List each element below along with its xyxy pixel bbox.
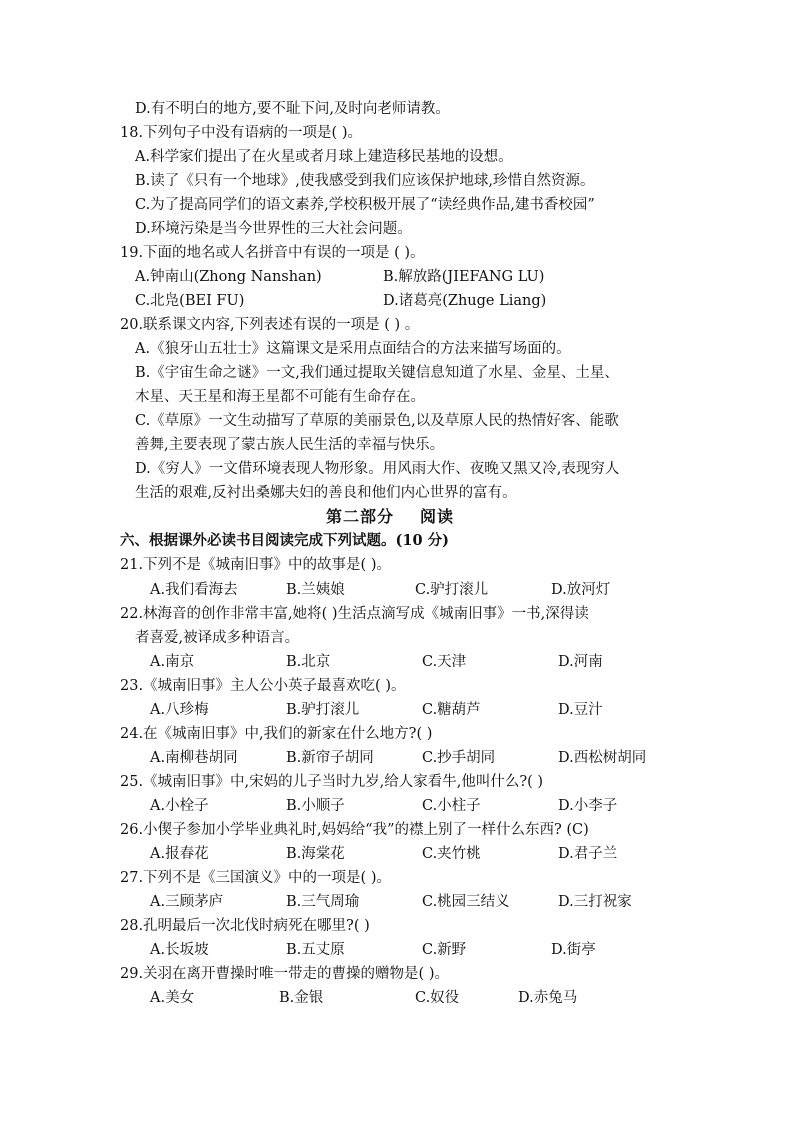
q21-option-c: C.驴打滚儿 xyxy=(415,582,489,598)
q22-option-c: C.天津 xyxy=(422,654,467,670)
question-21: 21.下列不是《城南旧事》中的故事是( )。 xyxy=(120,557,391,573)
q24-option-b: B.新帘子胡同 xyxy=(286,750,374,766)
q26-option-b: B.海棠花 xyxy=(286,846,345,862)
q26-option-c: C.夹竹桃 xyxy=(422,846,481,862)
q24-option-a: A.南柳巷胡同 xyxy=(150,750,238,766)
q26-option-a: A.报春花 xyxy=(150,846,209,862)
q19-option-d: D.诸葛亮(Zhuge Liang) xyxy=(383,293,547,309)
question-20: 20.联系课文内容,下列表述有误的一项是 ( ) 。 xyxy=(120,317,420,333)
q24-option-c: C.抄手胡同 xyxy=(422,750,496,766)
q27-option-a: A.三顾茅庐 xyxy=(150,894,224,910)
q24-option-d: D.西松树胡同 xyxy=(558,750,647,766)
q21-option-b: B.兰姨娘 xyxy=(286,582,345,598)
q19-option-c: C.北凫(BEI FU) xyxy=(135,293,245,309)
q20-option-d-line2: 生活的艰难,反衬出桑娜夫妇的善良和他们内心世界的富有。 xyxy=(135,485,517,501)
q20-option-d-line1: D.《穷人》一文借环境表现人物形象。用风雨大作、夜晚又黑又冷,表现穷人 xyxy=(135,461,620,477)
q28-option-c: C.新野 xyxy=(422,942,467,958)
q22-option-b: B.北京 xyxy=(286,654,331,670)
q21-option-a: A.我们看海去 xyxy=(150,582,238,598)
question-29: 29.关羽在离开曹操时唯一带走的曹操的赠物是( )。 xyxy=(120,966,449,982)
question-28: 28.孔明最后一次北伐时病死在哪里?( ) xyxy=(120,918,370,934)
q18-option-a: A.科学家们提出了在火星或者月球上建造移民基地的设想。 xyxy=(135,149,513,165)
q25-option-a: A.小栓子 xyxy=(150,798,209,814)
q20-option-b-line2: 木星、天王星和海王星都不可能有生命存在。 xyxy=(135,389,425,405)
part-two-label: 第二部分 xyxy=(325,507,394,526)
question-22-line1: 22.林海音的创作非常丰富,她将( )生活点滴写成《城南旧事》一书,深得读 xyxy=(120,606,589,622)
question-19: 19.下面的地名或人名拼音中有误的一项是 ( )。 xyxy=(120,245,425,261)
q27-option-c: C.桃园三结义 xyxy=(422,894,510,910)
q18-option-c: C.为了提高同学们的语文素养,学校积极开展了“读经典作品,建书香校园” xyxy=(135,197,595,213)
q19-option-b: B.解放路(JIEFANG LU) xyxy=(383,269,545,285)
q25-option-d: D.小李子 xyxy=(558,798,618,814)
q23-option-a: A.八珍梅 xyxy=(150,702,209,718)
q25-option-c: C.小柱子 xyxy=(422,798,481,814)
q17-option-d: D.有不明白的地方,要不耻下问,及时向老师请教。 xyxy=(135,101,450,117)
q23-option-b: B.驴打滚儿 xyxy=(286,702,360,718)
q27-option-b: B.三气周瑜 xyxy=(286,894,360,910)
q19-option-a: A.钟南山(Zhong Nanshan) xyxy=(135,269,322,285)
section-6-heading: 六、根据课外必读书目阅读完成下列试题。(10 分) xyxy=(120,532,449,549)
q23-option-c: C.糖葫芦 xyxy=(422,702,481,718)
q25-option-b: B.小顺子 xyxy=(286,798,345,814)
question-18: 18.下列句子中没有语病的一项是( )。 xyxy=(120,125,362,141)
q18-option-b: B.读了《只有一个地球》,使我感受到我们应该保护地球,珍惜自然资源。 xyxy=(135,173,595,189)
q22-option-d: D.河南 xyxy=(558,654,603,670)
q20-option-c-line1: C.《草原》一文生动描写了草原的美丽景色,以及草原人民的热情好客、能歌 xyxy=(135,413,619,429)
question-26: 26.小偰子参加小学毕业典礼时,妈妈给“我”的襟上别了一样什么东西? (C) xyxy=(120,822,589,838)
question-27: 27.下列不是《三国演义》中的一项是( )。 xyxy=(120,870,391,886)
q18-option-d: D.环境污染是当今世界性的三大社会问题。 xyxy=(135,221,412,237)
q28-option-b: B.五丈原 xyxy=(286,942,345,958)
q29-option-d: D.赤兔马 xyxy=(518,990,578,1006)
q20-option-a: A.《狼牙山五壮士》这篇课文是采用点面结合的方法来描写场面的。 xyxy=(135,341,571,357)
q28-option-d: D.街亭 xyxy=(551,942,596,958)
question-22-line2: 者喜爱,被译成多种语言。 xyxy=(135,630,300,646)
part-two-title: 阅读 xyxy=(420,507,455,526)
q22-option-a: A.南京 xyxy=(150,654,195,670)
question-24: 24.在《城南旧事》中,我们的新家在什么地方?( ) xyxy=(120,726,433,742)
q29-option-b: B.金银 xyxy=(279,990,324,1006)
question-25: 25.《城南旧事》中,宋妈的儿子当时九岁,给人家看牛,他叫什么?( ) xyxy=(120,774,544,790)
question-23: 23.《城南旧事》主人公小英子最喜欢吃( )。 xyxy=(120,678,406,694)
q27-option-d: D.三打祝家 xyxy=(558,894,632,910)
q21-option-d: D.放河灯 xyxy=(551,582,611,598)
q29-option-c: C.奴役 xyxy=(415,990,460,1006)
q20-option-c-line2: 善舞,主要表现了蒙古族人民生活的幸福与快乐。 xyxy=(135,437,445,453)
q23-option-d: D.豆汁 xyxy=(558,702,603,718)
q20-option-b-line1: B.《宇宙生命之谜》一文,我们通过提取关键信息知道了水星、金星、土星、 xyxy=(135,365,619,381)
q28-option-a: A.长坂坡 xyxy=(150,942,209,958)
q29-option-a: A.美女 xyxy=(150,990,195,1006)
q26-option-d: D.君子兰 xyxy=(558,846,618,862)
part-two-heading xyxy=(0,507,780,527)
